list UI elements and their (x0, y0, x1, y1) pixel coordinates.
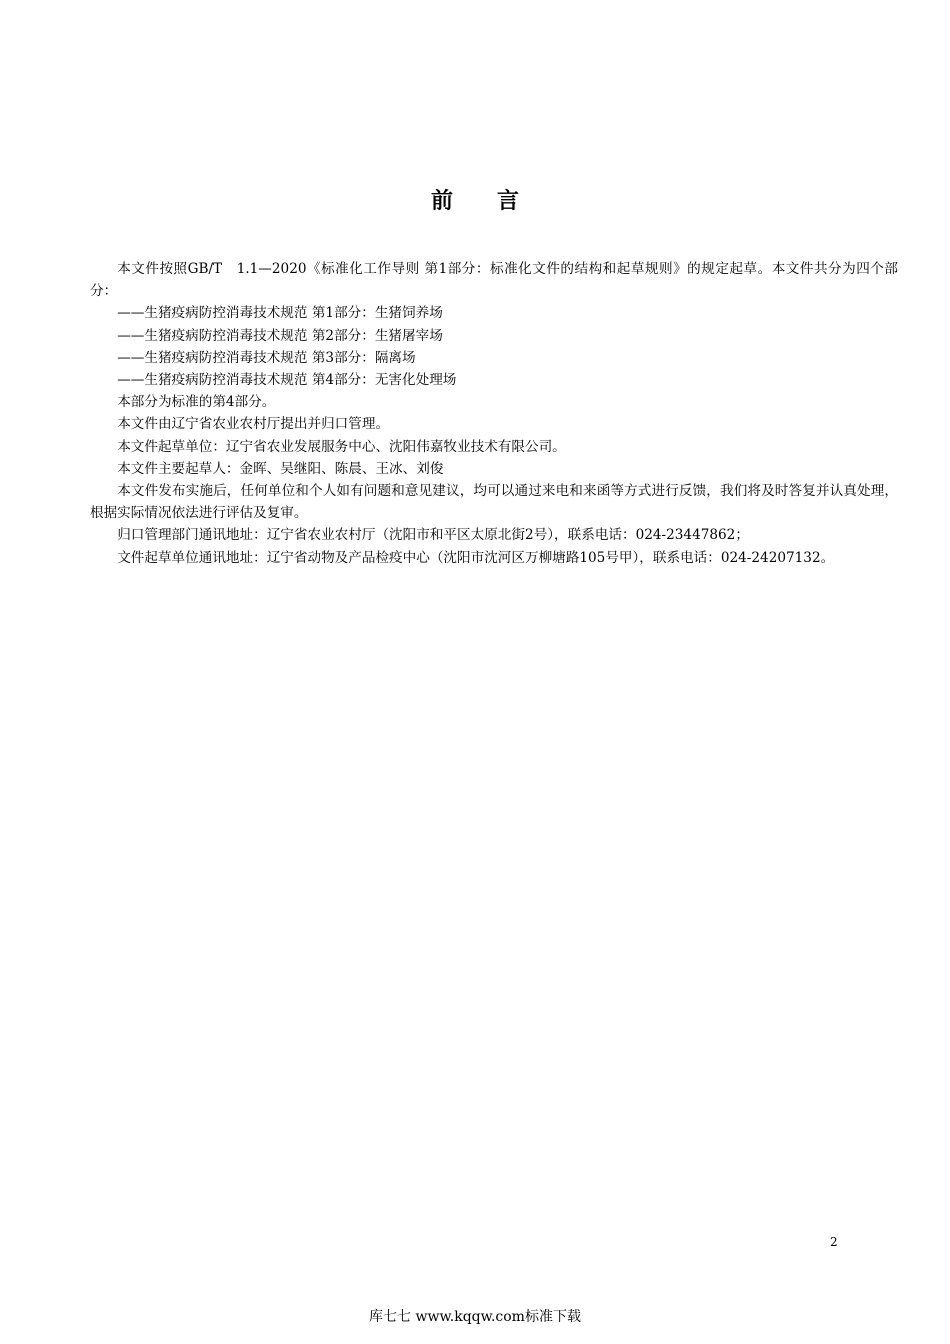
paragraph-drafting-units: 本文件起草单位：辽宁省农业发展服务中心、沈阳伟嘉牧业技术有限公司。 (117, 438, 566, 455)
list-item-part-3: ——生猪疫病防控消毒技术规范 第3部分：隔离场 (117, 349, 416, 366)
list-item-part-2: ——生猪疫病防控消毒技术规范 第2部分：生猪屠宰场 (117, 327, 443, 344)
paragraph-feedback: 本文件发布实施后，任何单位和个人如有问题和意见建议，均可以通过来电和来函等方式进行反馈，我们将及时答复并认真处理，根据实际情况依法进行评估及复审。 (90, 483, 898, 522)
foreword-body (90, 258, 898, 569)
list-item-part-1: ——生猪疫病防控消毒技术规范 第1部分：生猪饲养场 (117, 305, 443, 322)
paragraph-intro: 本文件按照GB/T 1.1—2020《标准化工作导则 第1部分：标准化文件的结构和起草规则》的规定起草。本文件共分为四个部分： (90, 261, 898, 300)
paragraph-drafter-address: 文件起草单位通讯地址：辽宁省动物及产品检疫中心（沈阳市沈河区万柳塘路105号甲），联系电话：024-24207132。 (117, 549, 835, 566)
page-title: 前言 (430, 189, 563, 214)
paragraph-proposer: 本文件由辽宁省农业农村厅提出并归口管理。 (117, 416, 390, 433)
page-number: 2 (830, 1235, 838, 1249)
footer-watermark-text: 库七七 www.kqqw.com标准下载 (369, 1309, 581, 1325)
list-item-part-4: ——生猪疫病防控消毒技术规范 第4部分：无害化处理场 (117, 372, 457, 389)
paragraph-drafters: 本文件主要起草人：金晖、吴继阳、陈晨、王冰、刘俊 (117, 460, 444, 477)
paragraph-part-note: 本部分为标准的第4部分。 (117, 394, 276, 411)
paragraph-admin-address: 归口管理部门通讯地址：辽宁省农业农村厅（沈阳市和平区太原北街2号），联系电话：024-23447862； (117, 527, 749, 544)
